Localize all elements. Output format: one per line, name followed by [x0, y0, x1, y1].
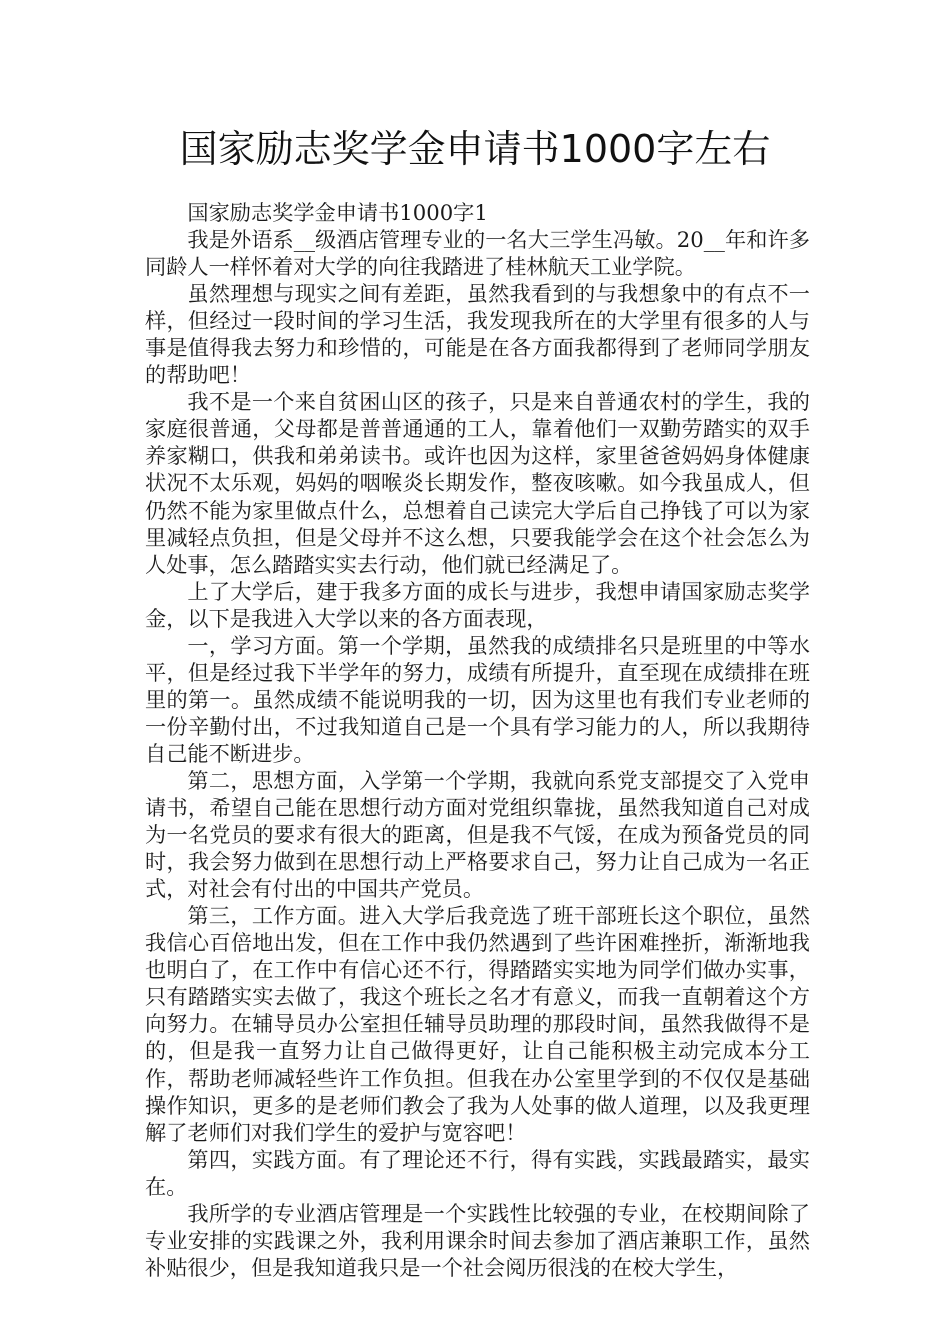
paragraph-ideology: 第二，思想方面，入学第一个学期，我就向系党支部提交了入党申请书，希望自己能在思想行动方面对党组织靠拢，虽然我知道自己对成为一名党员的要求有很大的距离，但是我不气馁，在成为预备党员的同时，我会努力做到在思想行动上严格要求自己，努力让自己成为一名正式，对社会有付出的中国共产党员。: [145, 767, 810, 902]
paragraph-subtitle: 国家励志奖学金申请书1000字1: [187, 200, 488, 225]
paragraph-hotel-internship: 我所学的专业酒店管理是一个实践性比较强的专业，在校期间除了专业安排的实践课之外，我利用课余时间去参加了酒店兼职工作，虽然补贴很少，但是我知道我只是一个社会阅历很浅的在校大学生，: [145, 1200, 810, 1280]
paragraph-study: 一，学习方面。第一个学期，虽然我的成绩排名只是班里的中等水平，但是经过我下半学年的努力，成绩有所提升，直至现在成绩排在班里的第一。虽然成绩不能说明我的一切，因为这里也有我们专业老师的一份辛勤付出，不过我知道自己是一个具有学习能力的人，所以我期待自己能不断进步。: [145, 632, 810, 766]
paragraph-work: 第三，工作方面。进入大学后我竞选了班干部班长这个职位，虽然我信心百倍地出发，但在工作中我仍然遇到了些许困难挫折，渐渐地我也明白了，在工作中有信心还不行，得踏踏实实地为同学们做办实事，只有踏踏实实去做了，我这个班长之名才有意义，而我一直朝着这个方向努力。在辅导员办公室担任辅导员助理的那段时间，虽然我做得不是的，但是我一直努力让自己做得更好，让自己能积极主动完成本分工作，帮助老师减轻些许工作负担。但我在办公室里学到的不仅仅是基础操作知识，更多的是老师们教会了我为人处事的做人道理，以及我更理解了老师们对我们学生的爱护与宽容吧！: [145, 903, 810, 1145]
paragraph-intro: 我是外语系__级酒店管理专业的一名大三学生冯敏。20__年和许多同龄人一样怀着对大学的向往我踏进了桂林航天工业学院。: [145, 227, 810, 280]
paragraph-practice: 第四，实践方面。有了理论还不行，得有实践，实践最踏实，最实在。: [145, 1146, 810, 1199]
paragraph-application-reason: 上了大学后，建于我多方面的成长与进步，我想申请国家励志奖学金，以下是我进入大学以来的各方面表现，: [145, 578, 810, 631]
paragraph-family-background: 我不是一个来自贫困山区的孩子，只是来自普通农村的学生，我的家庭很普通，父母都是普普通通的工人，靠着他们一双勤劳踏实的双手养家糊口，供我和弟弟读书。或许也因为这样，家里爸爸妈妈身体健康状况不太乐观，妈妈的咽喉炎长期发作，整夜咳嗽。如今我虽成人，但仍然不能为家里做点什么，总想着自己读完大学后自己挣钱了可以为家里减轻点负担，但是父母并不这么想，只要我能学会在这个社会怎么为人处事，怎么踏踏实实去行动，他们就已经满足了。: [145, 389, 810, 577]
document-body: [145, 199, 810, 1281]
paragraph-ideal-reality: 虽然理想与现实之间有差距，虽然我看到的与我想象中的有点不一样，但经过一段时间的学习生活，我发现我所在的大学里有很多的人与事是值得我去努力和珍惜的，可能是在各方面我都得到了老师同学朋友的帮助吧！: [145, 281, 810, 388]
document-title: 国家励志奖学金申请书1000字左右: [179, 127, 771, 171]
